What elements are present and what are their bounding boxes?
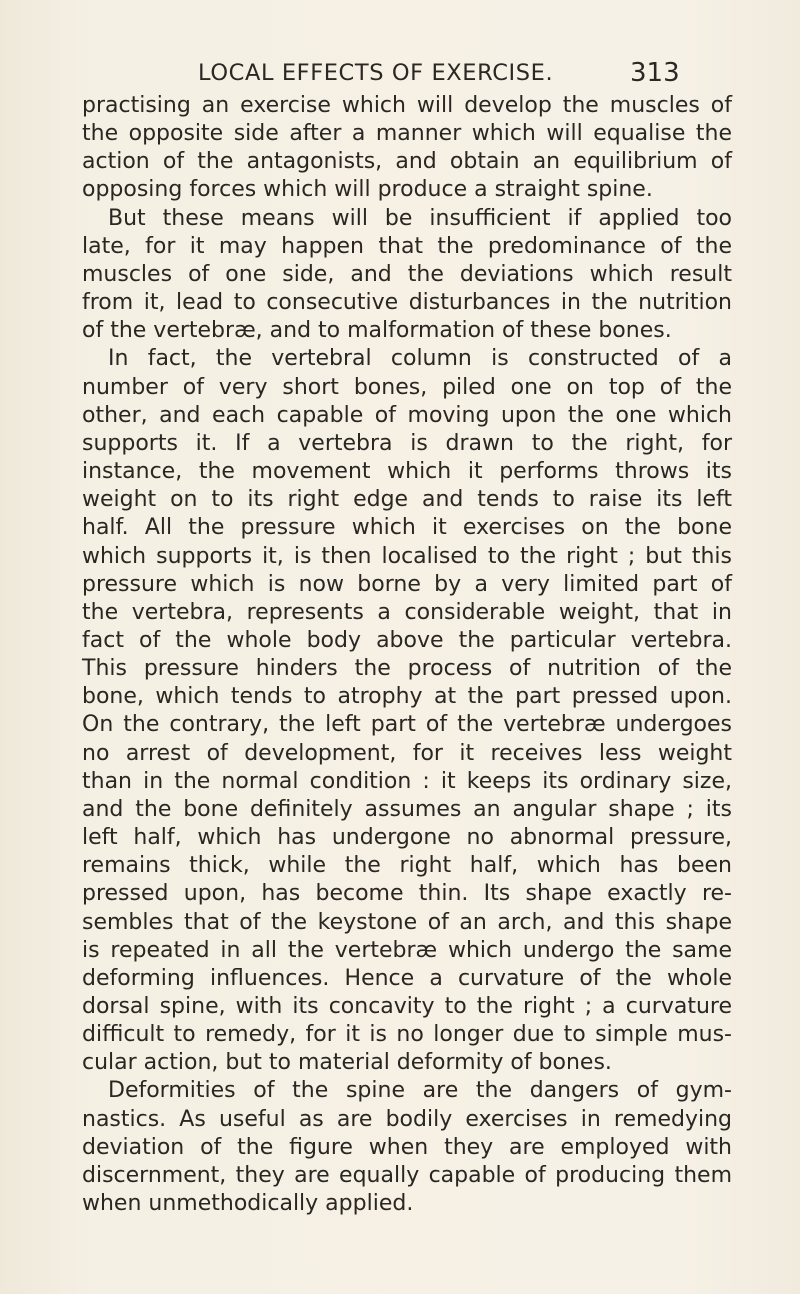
text-line: practising an exercise which will develop the muscles of [82,93,732,118]
text-line: pressure which is now borne by a very limited part of [82,571,732,597]
paragraph-3 [82,345,732,1077]
paragraph-1 [82,92,732,205]
page-number: 313 [630,58,680,88]
text-line: difficult to remedy, for it is no longer due to simple mus- [82,1022,732,1048]
text-line: late, for it may happen that the predominance of the [82,233,732,259]
text-line: when unmethodically applied. [82,1191,414,1217]
body-text [82,92,732,1218]
text-line: supports it. If a vertebra is drawn to the right, for [82,430,732,456]
text-line: opposing forces which will produce a straight spine. [82,177,653,203]
text-line: fact of the whole body above the particular vertebra. [82,627,732,653]
text-line: But these means will be insufficient if applied too [108,205,732,231]
text-line: dorsal spine, with its concavity to the right ; a curvature [82,994,732,1019]
text-line: nastics. As useful as are bodily exercises in remedying [82,1106,732,1132]
text-line: pressed upon, has become thin. Its shape exactly re- [82,881,732,907]
text-line: no arrest of development, for it receives less weight [82,740,732,766]
text-line: muscles of one side, and the deviations which result [82,261,732,287]
text-line: deviation of the figure when they are employed with [82,1134,732,1160]
text-line: bone, which tends to atrophy at the part pressed upon. [82,684,732,710]
text-line: than in the normal condition : it keeps its ordinary size, [82,768,732,794]
paragraph-4 [82,1077,732,1218]
text-line: instance, the movement which it performs throws its [82,459,732,485]
paragraph-2 [82,205,732,346]
text-line: left half, which has undergone no abnormal pressure, [82,825,732,851]
text-line: number of very short bones, piled one on top of the [82,374,732,400]
text-line: and the bone definitely assumes an angular shape ; its [82,796,732,822]
text-line: discernment, they are equally capable of producing them [82,1162,732,1188]
text-line: cular action, but to material deformity of bones. [82,1050,612,1076]
text-line: action of the antagonists, and obtain an equilibrium of [82,149,732,175]
running-title: LOCAL EFFECTS OF EXERCISE. [198,60,554,86]
text-line: deforming influences. Hence a curvature of the whole [82,965,732,991]
text-line: of the vertebræ, and to malformation of these bones. [82,318,672,344]
text-line: weight on to its right edge and tends to raise its left [82,487,732,513]
text-line: remains thick, while the right half, which has been [82,853,732,879]
text-line: other, and each capable of moving upon the one which [82,402,732,428]
text-line: is repeated in all the vertebræ which undergo the same [82,937,732,963]
text-line: In fact, the vertebral column is constructed of a [108,346,732,372]
text-line: the vertebra, represents a considerable weight, that in [82,599,732,625]
text-line: Deformities of the spine are the dangers of gym- [108,1078,732,1104]
text-line: which supports it, is then localised to the right ; but this [82,543,732,569]
text-line: the opposite side after a manner which will equalise the [82,121,732,147]
text-line: sembles that of the keystone of an arch, and this shape [82,909,732,935]
text-line: This pressure hinders the process of nutrition of the [82,656,732,682]
text-line: from it, lead to consecutive disturbances in the nutrition [82,290,732,316]
text-line: On the contrary, the left part of the vertebræ undergoes [82,712,732,738]
text-line: half. All the pressure which it exercises on the bone [82,515,732,541]
